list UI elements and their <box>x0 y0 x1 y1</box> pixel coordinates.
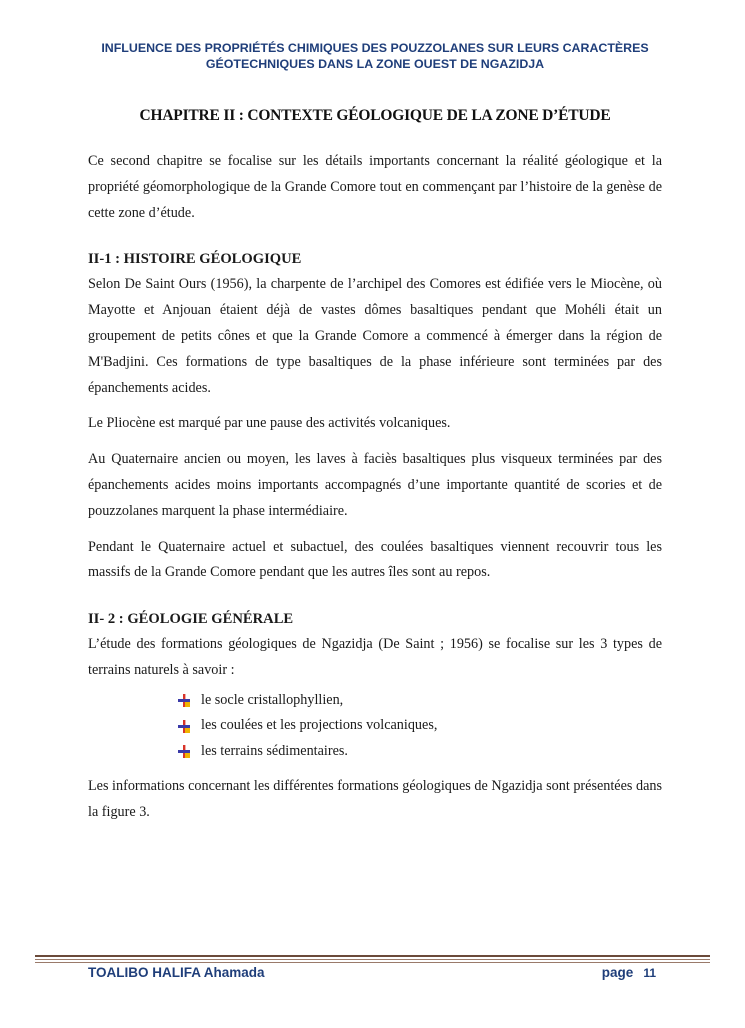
list-item-text: les terrains sédimentaires. <box>201 742 348 759</box>
section1-paragraph-3: Au Quaternaire ancien ou moyen, les laves à faciès basaltiques plus visqueux terminées par des épanchements acides moins importants accompagnés d’une importante quantité de scories et de pouzzolanes marquent la phase intermédiaire. <box>88 451 662 519</box>
section2-heading: II- 2 : GÉOLOGIE GÉNÉRALE <box>88 611 294 628</box>
page-body <box>88 149 662 836</box>
footer-divider <box>35 955 710 963</box>
bullet-icon <box>178 745 190 758</box>
section2-closing: Les informations concernant les différentes formations géologiques de Ngazidja sont présentées dans la figure 3. <box>88 778 662 821</box>
list-item <box>178 713 662 739</box>
section1-heading: II-1 : HISTOIRE GÉOLOGIQUE <box>88 251 302 268</box>
list-item-text: le socle cristallophyllien, <box>201 691 344 708</box>
terrain-list <box>88 688 662 765</box>
section2-intro: L’étude des formations géologiques de Ngazidja (De Saint ; 1956) se focalise sur les 3 types de terrains naturels à savoir : <box>88 636 662 678</box>
footer-page <box>602 965 656 980</box>
page-label: page <box>601 965 634 980</box>
list-item <box>178 739 662 765</box>
footer-author: TOALIBO HALIFA Ahamada <box>88 965 265 980</box>
bullet-icon <box>178 694 190 707</box>
header-line-1: INFLUENCE DES PROPRIÉTÉS CHIMIQUES DES POUZZOLANES SUR LEURS CARACTÈRES <box>101 41 649 55</box>
section1-paragraph-2: Le Pliocène est marqué par une pause des activités volcaniques. <box>88 415 451 432</box>
running-header <box>88 40 662 72</box>
list-item <box>178 688 662 714</box>
header-line-2: GÉOTECHNIQUES DANS LA ZONE OUEST DE NGAZIDJA <box>205 57 545 71</box>
page-number: 11 <box>643 966 656 980</box>
bullet-icon <box>178 720 190 733</box>
intro-paragraph: Ce second chapitre se focalise sur les détails importants concernant la réalité géologique et la propriété géomorphologique de la Grande Comore tout en commençant par l’histoire de la genèse de cette zone d’étude. <box>88 153 662 221</box>
section1-paragraph-1: Selon De Saint Ours (1956), la charpente de l’archipel des Comores est édifiée vers le Miocène, où Mayotte et Anjouan étaient déjà de vastes dômes basaltiques pendant que Mohéli était un groupement de petits cônes et que la Grande Comore a commencé à émerger dans la région de M'Badjini. Ces formations de type basaltiques de la phase inférieure sont terminées par des épanchements acides. <box>88 276 662 396</box>
section1-paragraph-4: Pendant le Quaternaire actuel et subactuel, des coulées basaltiques viennent recouvrir tous les massifs de la Grande Comore pendant que les autres îles sont au repos. <box>88 538 662 581</box>
list-item-text: les coulées et les projections volcaniques, <box>201 717 438 734</box>
chapter-title: CHAPITRE II : CONTEXTE GÉOLOGIQUE DE LA ZONE D’ÉTUDE <box>139 107 611 124</box>
